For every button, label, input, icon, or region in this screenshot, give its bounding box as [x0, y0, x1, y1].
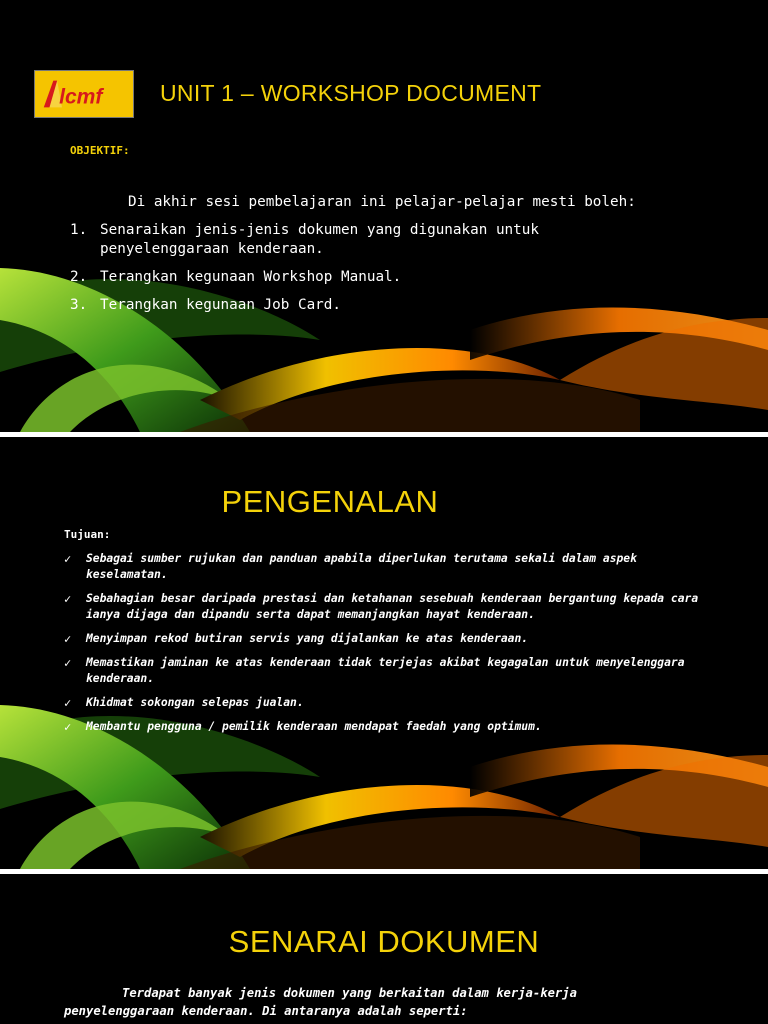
list-item: [64, 695, 704, 711]
list-item: [64, 591, 704, 623]
slide-title: SENARAI DOKUMEN: [228, 924, 540, 959]
objektif-label: OBJEKTIF:: [70, 144, 130, 157]
slide-title: PENGENALAN: [221, 484, 439, 519]
swoosh-background: [0, 0, 768, 432]
list-item-text: Memastikan jaminan ke atas kenderaan tidak terjejas akibat kegagalan untuk menyelenggara kenderaan.: [86, 656, 685, 685]
purpose-list: [64, 551, 704, 743]
objective-item: [70, 221, 660, 259]
list-item-text: Membantu pengguna / pemilik kenderaan mendapat faedah yang optimum.: [86, 720, 542, 733]
list-item-text: Sebahagian besar daripada prestasi dan ketahanan sesebuah kenderaan bergantung kepada cara ianya dijaga dan dipandu serta dapat memanjangkan hayat kenderaan.: [86, 592, 699, 621]
objective-text: Terangkan kegunaan Job Card.: [100, 297, 342, 313]
objective-list: [70, 221, 660, 324]
objective-number: 1.: [70, 222, 88, 238]
objective-number: 2.: [70, 269, 88, 285]
svg-text:lcmf: lcmf: [59, 85, 103, 109]
check-icon: ✓: [64, 696, 72, 710]
objective-item: [70, 268, 660, 287]
list-item-text: Menyimpan rekod butiran servis yang dijalankan ke atas kenderaan.: [86, 632, 529, 645]
objective-number: 3.: [70, 297, 88, 313]
tujuan-label: Tujuan:: [64, 528, 111, 541]
check-icon: ✓: [64, 720, 72, 734]
check-icon: ✓: [64, 552, 72, 566]
intro-paragraph: Terdapat banyak jenis dokumen yang berkaitan dalam kerja-kerja penyelenggaraan kenderaan. Di antaranya adalah seperti:: [64, 986, 577, 1018]
slide-objektif: [0, 0, 768, 432]
list-item-text: Khidmat sokongan selepas jualan.: [86, 696, 304, 709]
objective-text: Terangkan kegunaan Workshop Manual.: [100, 269, 402, 285]
intro-text: Di akhir sesi pembelajaran ini pelajar-pelajar mesti boleh:: [128, 194, 636, 210]
check-icon: ✓: [64, 632, 72, 646]
ilcmf-logo: [34, 70, 134, 118]
list-item: [64, 631, 704, 647]
objective-item: [70, 296, 660, 315]
objective-text: Senaraikan jenis-jenis dokumen yang digunakan untuk penyelenggaraan kenderaan.: [100, 222, 539, 257]
list-item: [64, 551, 704, 583]
check-icon: ✓: [64, 656, 72, 670]
list-item-text: Sebagai sumber rujukan dan panduan apabila diperlukan terutama sekali dalam aspek keselamatan.: [86, 552, 637, 581]
list-item: [64, 719, 704, 735]
check-icon: ✓: [64, 592, 72, 606]
list-item: [64, 655, 704, 687]
slide-title: UNIT 1 – WORKSHOP DOCUMENT: [160, 80, 542, 106]
